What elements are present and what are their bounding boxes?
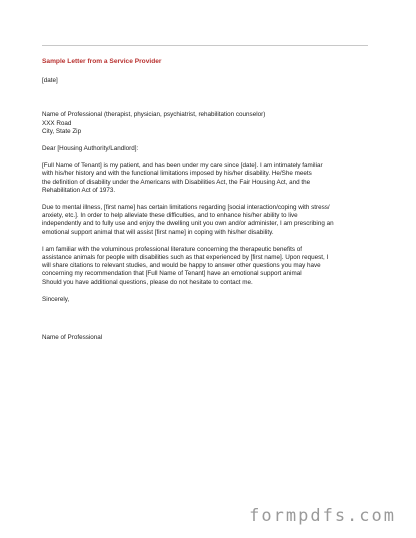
salutation: Dear [Housing Authority/Landlord]: bbox=[42, 145, 139, 153]
paragraph-line: Should you have additional questions, please do not hesitate to contact me. bbox=[42, 278, 253, 286]
letter-body bbox=[42, 58, 368, 342]
paragraph-line: [Full Name of Tenant] is my patient, and has been under my care since [date]. I am intimately familiar bbox=[42, 162, 323, 170]
paragraph-line: concerning my recommendation that [Full Name of Tenant] have an emotional support animal bbox=[42, 270, 302, 278]
recipient-city: City, State Zip bbox=[42, 127, 82, 135]
paragraph-line: independently and to fully use and enjoy the dwelling unit you own and/or administer, I am prescribing an bbox=[42, 220, 334, 228]
letter-title: Sample Letter from a Service Provider bbox=[42, 58, 162, 65]
paragraph-literature bbox=[42, 246, 368, 287]
signature-name: Name of Professional bbox=[42, 334, 103, 342]
paragraph-line: I am familiar with the voluminous professional literature concerning the therapeutic benefits of bbox=[42, 245, 303, 253]
paragraph-line: will share citations to relevant studies, and would be happy to answer other questions you may have bbox=[42, 262, 321, 270]
recipient-name: Name of Professional (therapist, physician, psychiatrist, rehabilitation counselor) bbox=[42, 111, 266, 119]
header-rule bbox=[42, 45, 368, 46]
paragraph-prescription bbox=[42, 204, 368, 237]
paragraph-line: with his/her history and with the functional limitations imposed by his/her disability. He/She meets bbox=[42, 170, 312, 178]
paragraph-patient-status bbox=[42, 162, 368, 195]
recipient-street: XXX Road bbox=[42, 119, 72, 127]
paragraph-line: Due to mental illness, [first name] has certain limitations regarding [social interaction/coping with stress/ bbox=[42, 204, 330, 212]
paragraph-line: Rehabilitation Act of 1973. bbox=[42, 186, 116, 194]
letter-date: [date] bbox=[42, 77, 58, 85]
paragraph-line: emotional support animal that will assist [first name] in coping with his/her disability. bbox=[42, 228, 274, 236]
paragraph-line: assistance animals for people with disabilities such as that experienced by [first name]. Upon request, I bbox=[42, 254, 329, 262]
recipient-block bbox=[42, 111, 368, 136]
watermark-logo: formpdfs.com bbox=[249, 506, 396, 526]
closing: Sincerely, bbox=[42, 295, 70, 303]
paragraph-line: anxiety, etc.]. In order to help alleviate these difficulties, and to enhance his/her ability to live bbox=[42, 212, 298, 220]
paragraph-line: the definition of disability under the Americans with Disabilities Act, the Fair Housing Act, and the bbox=[42, 178, 311, 186]
